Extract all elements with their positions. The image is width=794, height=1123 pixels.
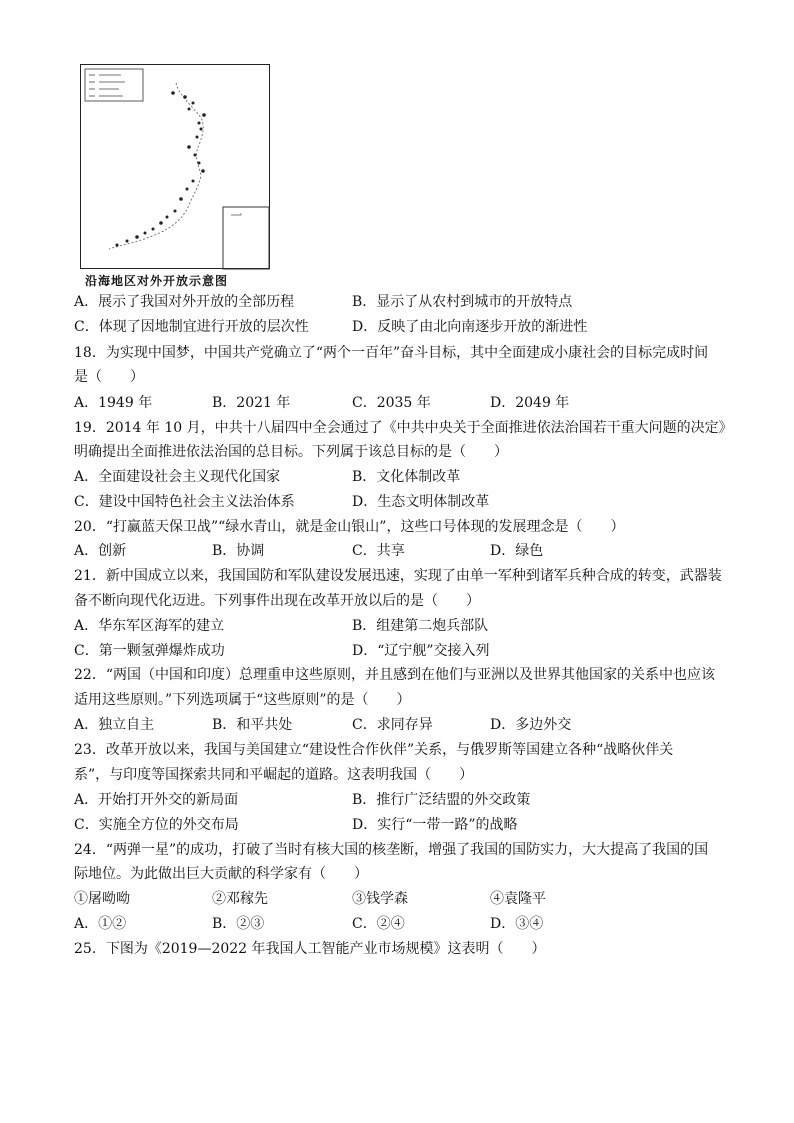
q24-stem-line-1: 24．“两弹一星”的成功，打破了当时有核大国的核垄断，增强了我国的国防实力，大大提高了我国的国 — [74, 842, 709, 858]
q17-option-c[interactable]: C．体现了因地制宜进行开放的层次性 — [74, 319, 309, 335]
q21-stem-line-1: 21．新中国成立以来，我国国防和军队建设发展迅速，实现了由单一军种到诸军兵种合成的转变，武器装 — [74, 568, 722, 584]
q22-option-a[interactable]: A．独立自主 — [74, 717, 155, 733]
q17-option-d[interactable]: D．反映了由北向南逐步开放的渐进性 — [352, 319, 588, 335]
q23-option-d[interactable]: D．实行“一带一路”的战略 — [352, 817, 518, 833]
map-drawing — [81, 65, 271, 270]
q19-stem-line-2: 明确提出全面推进依法治国的总目标。下列属于该总目标的是（ ） — [74, 444, 508, 460]
q22-stem-line-1: 22．“两国（中国和印度）总理重申这些原则，并且感到在他们与亚洲以及世界其他国家的关系中也应该 — [74, 667, 715, 683]
q24-stem-line-2: 际地位。为此做出巨大贡献的科学家有（ ） — [74, 866, 368, 882]
q18-option-a[interactable]: A．1949 年 — [74, 395, 153, 411]
q20-stem-line-1: 20．“打赢蓝天保卫战”“绿水青山，就是金山银山”，这些口号体现的发展理念是（ ） — [74, 519, 625, 535]
q24-item-2: ②邓稼先 — [212, 891, 268, 907]
q23-stem-line-1: 23．改革开放以来，我国与美国建立“建设性合作伙伴”关系，与俄罗斯等国建立各种“战略伙伴关 — [74, 742, 674, 758]
q24-item-1: ①屠呦呦 — [74, 891, 130, 907]
q24-option-b[interactable]: B．②③ — [212, 916, 265, 932]
q20-option-a[interactable]: A．创新 — [74, 543, 127, 559]
q20-option-d[interactable]: D．绿色 — [490, 543, 544, 559]
q19-option-d[interactable]: D．生态文明体制改革 — [352, 494, 490, 510]
q23-option-b[interactable]: B．推行广泛结盟的外交政策 — [352, 792, 531, 808]
q24-item-4: ④袁隆平 — [490, 891, 546, 907]
q21-option-b[interactable]: B．组建第二炮兵部队 — [352, 618, 489, 634]
q24-option-d[interactable]: D．③④ — [490, 916, 544, 932]
q22-option-b[interactable]: B．和平共处 — [212, 717, 293, 733]
q21-option-c[interactable]: C．第一颗氢弹爆炸成功 — [74, 643, 225, 659]
q18-stem-line-1: 18．为实现中国梦，中国共产党确立了“两个一百年”奋斗目标，其中全面建成小康社会的目标完成时间 — [74, 345, 709, 361]
coastal-opening-map — [80, 64, 270, 269]
q22-stem-line-2: 适用这些原则。”下列选项属于“这些原则”的是（ ） — [74, 692, 411, 708]
q21-option-a[interactable]: A．华东军区海军的建立 — [74, 618, 225, 634]
q20-option-b[interactable]: B．协调 — [212, 543, 265, 559]
map-inset-box — [223, 207, 269, 269]
map-inset-marks — [231, 213, 241, 215]
q20-option-c[interactable]: C．共享 — [352, 543, 405, 559]
q24-option-c[interactable]: C．②④ — [352, 916, 405, 932]
q19-option-b[interactable]: B．文化体制改革 — [352, 469, 461, 485]
q17-option-a[interactable]: A．展示了我国对外开放的全部历程 — [74, 294, 295, 310]
q22-option-c[interactable]: C．求同存异 — [352, 717, 433, 733]
q23-option-c[interactable]: C．实施全方位的外交布局 — [74, 817, 239, 833]
q18-option-d[interactable]: D．2049 年 — [490, 395, 570, 411]
figure-caption: 沿海地区对外开放示意图 — [85, 274, 229, 288]
city-markers — [116, 91, 206, 246]
q19-option-c[interactable]: C．建设中国特色社会主义法治体系 — [74, 494, 295, 510]
q21-stem-line-2: 备不断向现代化迈进。下列事件出现在改革开放以后的是（ ） — [74, 593, 480, 609]
q22-option-d[interactable]: D．多边外交 — [490, 717, 572, 733]
q17-option-b[interactable]: B．显示了从农村到城市的开放特点 — [352, 294, 573, 310]
q23-option-a[interactable]: A．开始打开外交的新局面 — [74, 792, 239, 808]
map-legend-marks — [89, 75, 125, 96]
q24-item-3: ③钱学森 — [352, 891, 408, 907]
q18-option-c[interactable]: C．2035 年 — [352, 395, 431, 411]
q19-option-a[interactable]: A．全面建设社会主义现代化国家 — [74, 469, 281, 485]
q23-stem-line-2: 系”，与印度等国探索共同和平崛起的道路。这表明我国（ ） — [74, 767, 474, 783]
q18-option-b[interactable]: B．2021 年 — [212, 395, 291, 411]
q18-stem-line-2: 是（ ） — [74, 369, 144, 385]
q25-stem-line-1: 25．下图为《2019—2022 年我国人工智能产业市场规模》这表明（ ） — [74, 941, 546, 957]
q19-stem-line-1: 19．2014 年 10 月，中共十八届四中全会通过了《中共中央关于全面推进依法治国若干重大问题的决定》 — [74, 420, 733, 436]
q24-option-a[interactable]: A．①② — [74, 916, 127, 932]
q21-option-d[interactable]: D．“辽宁舰”交接入列 — [352, 643, 490, 659]
